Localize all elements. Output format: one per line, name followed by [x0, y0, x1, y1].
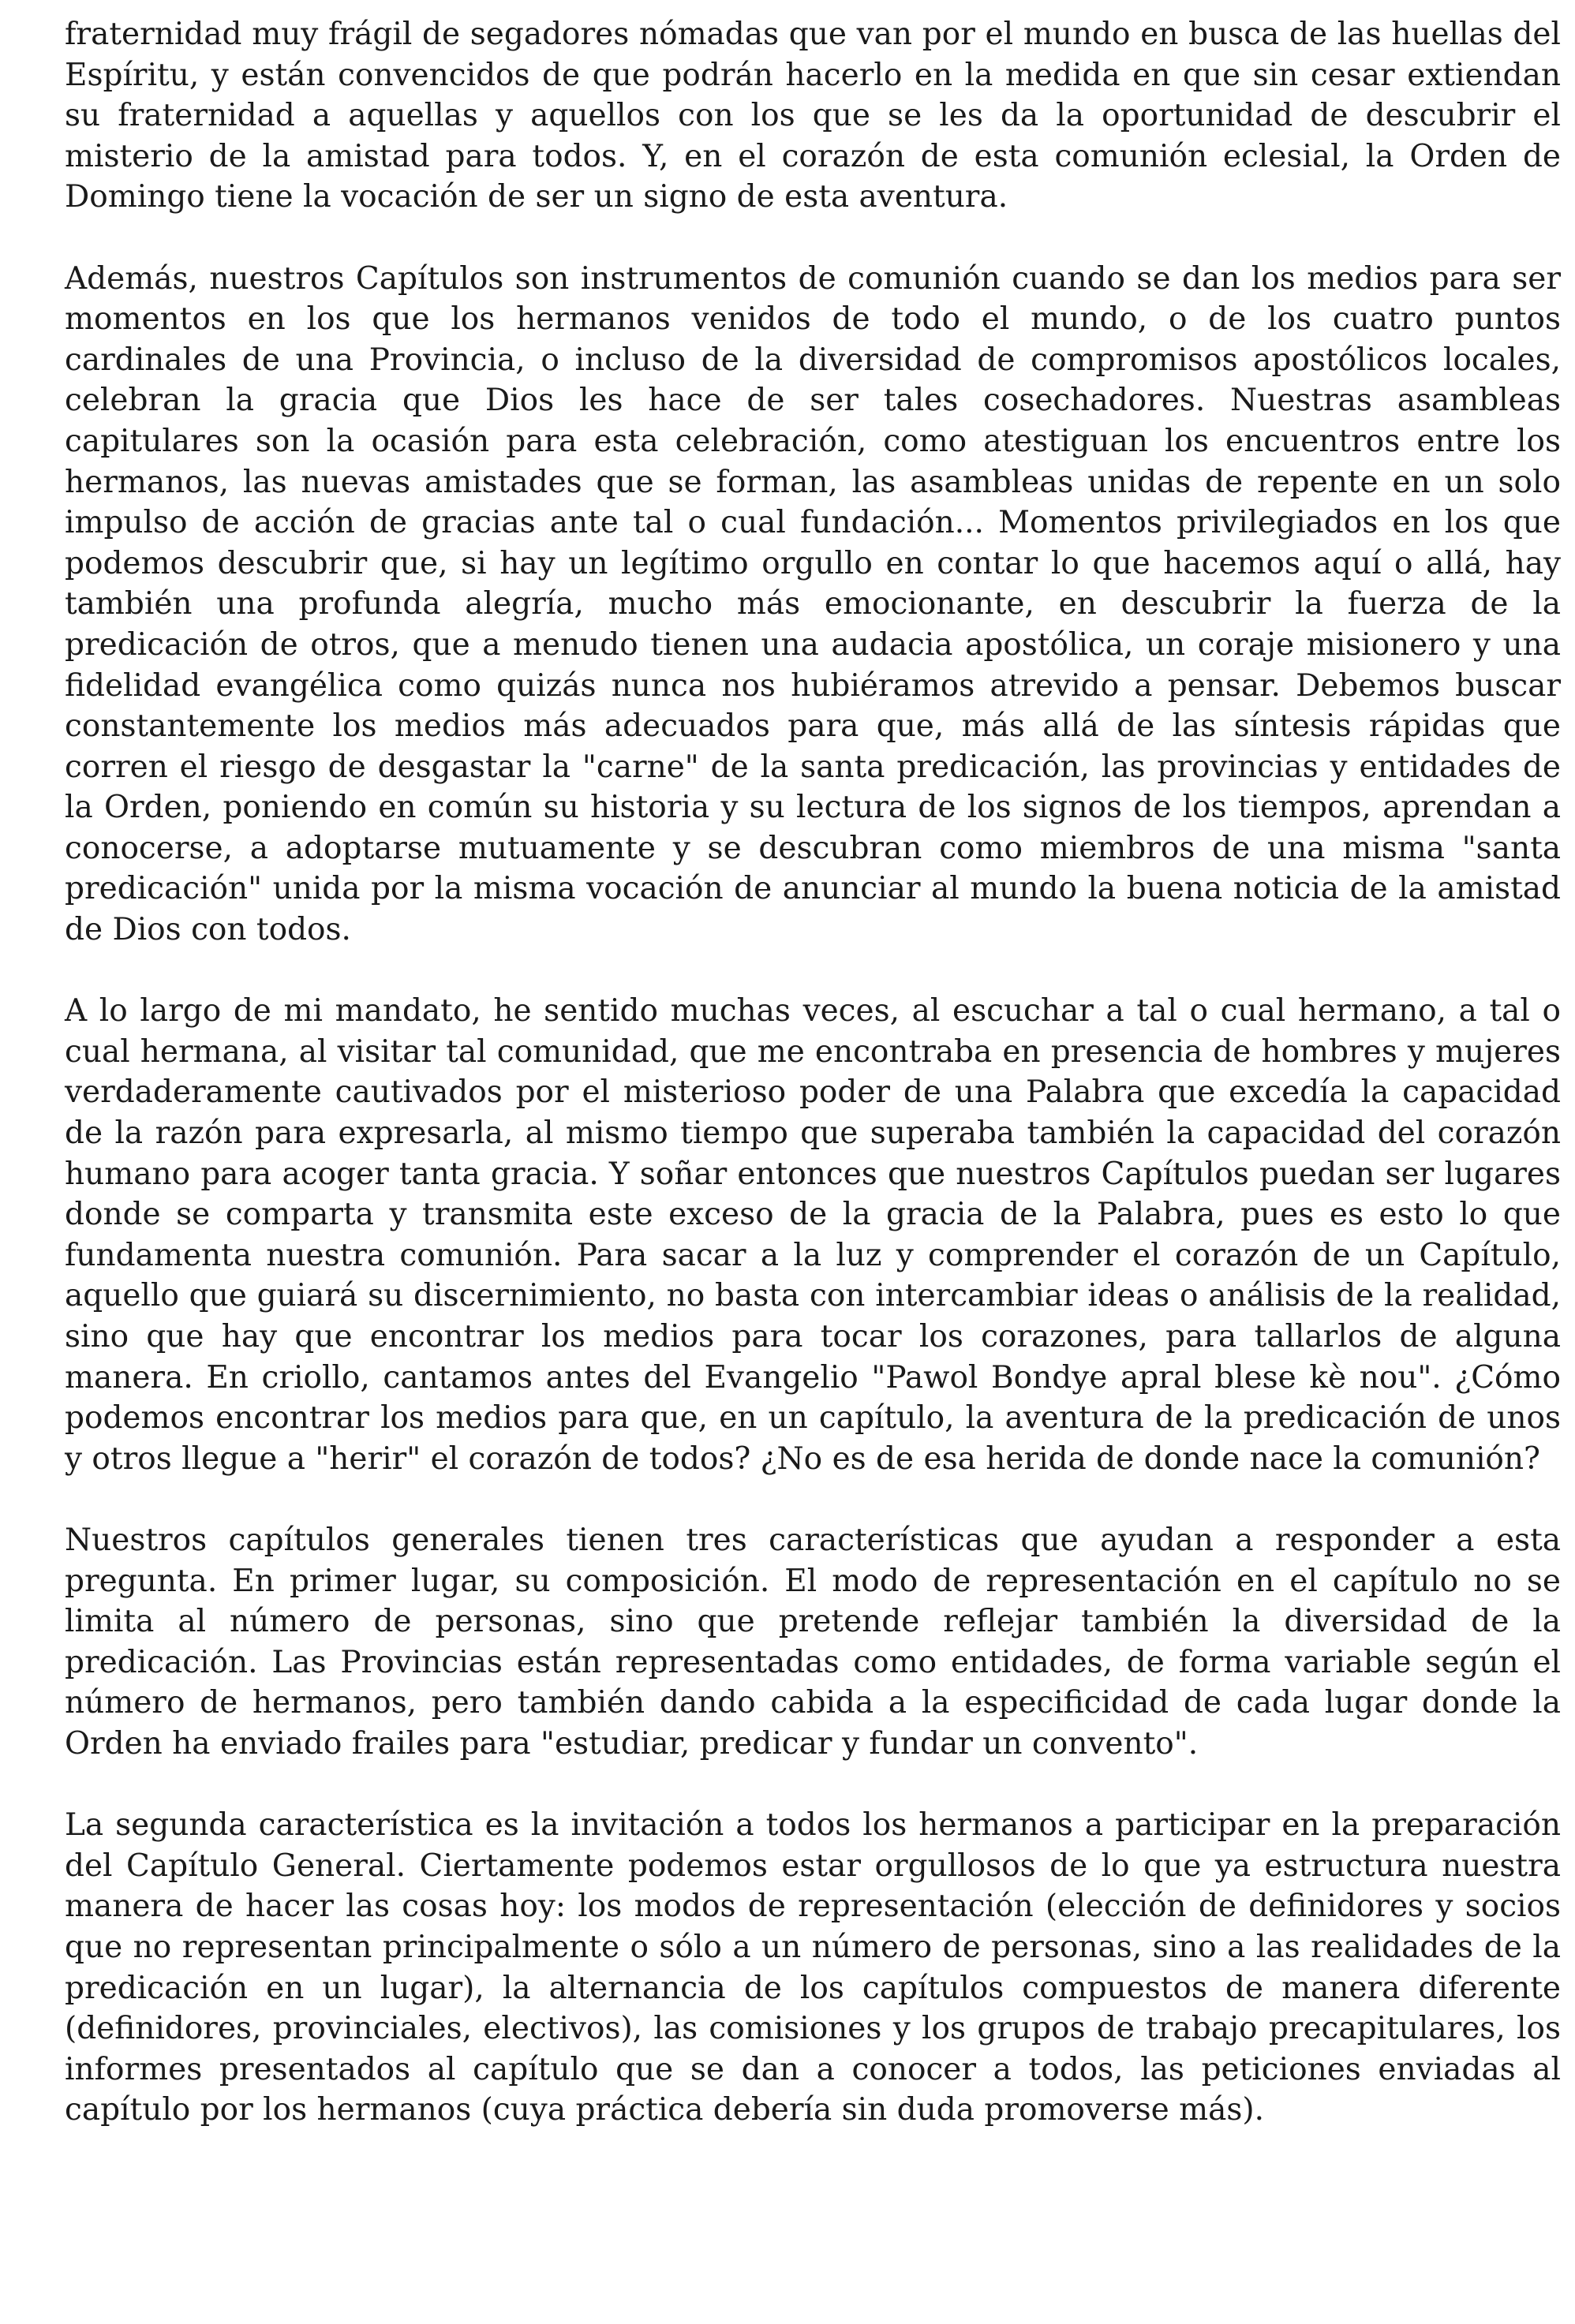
- paragraph: A lo largo de mi mandato, he sentido muchas veces, al escuchar a tal o cual hermano, a tal o cual hermana, al visitar tal comunidad, que me encontraba en presencia de hombres y mujeres verdaderamente cautivados por el misterioso poder de una Palabra que excedía la capacidad de la razón para expresarla, al mismo tiempo que superaba también la capacidad del corazón humano para acoger tanta gracia. Y soñar entonces que nuestros Capítulos puedan ser lugares donde se comparta y transmita este exceso de la gracia de la Palabra, pues es esto lo que fundamenta nuestra comunión. Para sacar a la luz y comprender el corazón de un Capítulo, aquello que guiará su discernimiento, no basta con intercambiar ideas o análisis de la realidad, sino que hay que encontrar los medios para tocar los corazones, para tallarlos de alguna manera. En criollo, cantamos antes del Evangelio "Pawol Bondye apral blese kè nou". ¿Cómo podemos encontrar los medios para que, en un capítulo, la aventura de la predicación de unos y otros llegue a "herir" el corazón de todos? ¿No es de esa herida de donde nace la comunión?: [65, 993, 1561, 1477]
- paragraph: La segunda característica es la invitación a todos los hermanos a participar en la preparación del Capítulo General. Ciertamente podemos estar orgullosos de lo que ya estructura nuestra manera de hacer las cosas hoy: los modos de representación (elección de definidores y socios que no representan principalmente o sólo a un número de personas, sino a las realidades de la predicación en un lugar), la alternancia de los capítulos compuestos de manera diferente (definidores, provinciales, electivos), las comisiones y los grupos de trabajo precapitulares, los informes presentados al capítulo que se dan a conocer a todos, las peticiones enviadas al capítulo por los hermanos (cuya práctica debería sin duda promoverse más).: [65, 1807, 1561, 2128]
- paragraph: Además, nuestros Capítulos son instrumentos de comunión cuando se dan los medios para ser momentos en los que los hermanos venidos de todo el mundo, o de los cuatro puntos cardinales de una Provincia, o incluso de la diversidad de compromisos apostólicos locales, celebran la gracia que Dios les hace de ser tales cosechadores. Nuestras asambleas capitulares son la ocasión para esta celebración, como atestiguan los encuentros entre los hermanos, las nuevas amistades que se forman, las asambleas unidas de repente en un solo impulso de acción de gracias ante tal o cual fundación... Momentos privilegiados en los que podemos descubrir que, si hay un legítimo orgullo en contar lo que hacemos aquí o allá, hay también una profunda alegría, mucho más emocionante, en descubrir la fuerza de la predicación de otros, que a menudo tienen una audacia apostólica, un coraje misionero y una fidelidad evangélica como quizás nunca nos hubiéramos atrevido a pensar. Debemos buscar constantemente los medios más adecuados para que, más allá de las síntesis rápidas que corren el riesgo de desgastar la "carne" de la santa predicación, las provincias y entidades de la Orden, poniendo en común su historia y su lectura de los signos de los tiempos, aprendan a conocerse, a adoptarse mutuamente y se descubran como miembros de una misma "santa predicación" unida por la misma vocación de anunciar al mundo la buena noticia de la amistad de Dios con todos.: [65, 260, 1561, 948]
- paragraph: fraternidad muy frágil de segadores nómadas que van por el mundo en busca de las huellas del Espíritu, y están convencidos de que podrán hacerlo en la medida en que sin cesar extiendan su fraternidad a aquellas y aquellos con los que se les da la oportunidad de descubrir el misterio de la amistad para todos. Y, en el corazón de esta comunión eclesial, la Orden de Domingo tiene la vocación de ser un signo de esta aventura.: [65, 17, 1561, 215]
- paragraph: Nuestros capítulos generales tienen tres características que ayudan a responder a esta pregunta. En primer lugar, su composición. El modo de representación en el capítulo no se limita al número de personas, sino que pretende reflejar también la diversidad de la predicación. Las Provincias están representadas como entidades, de forma variable según el número de hermanos, pero también dando cabida a la especificidad de cada lugar donde la Orden ha enviado frailes para "estudiar, predicar y fundar un convento".: [65, 1522, 1561, 1762]
- document-page: [65, 14, 1561, 2131]
